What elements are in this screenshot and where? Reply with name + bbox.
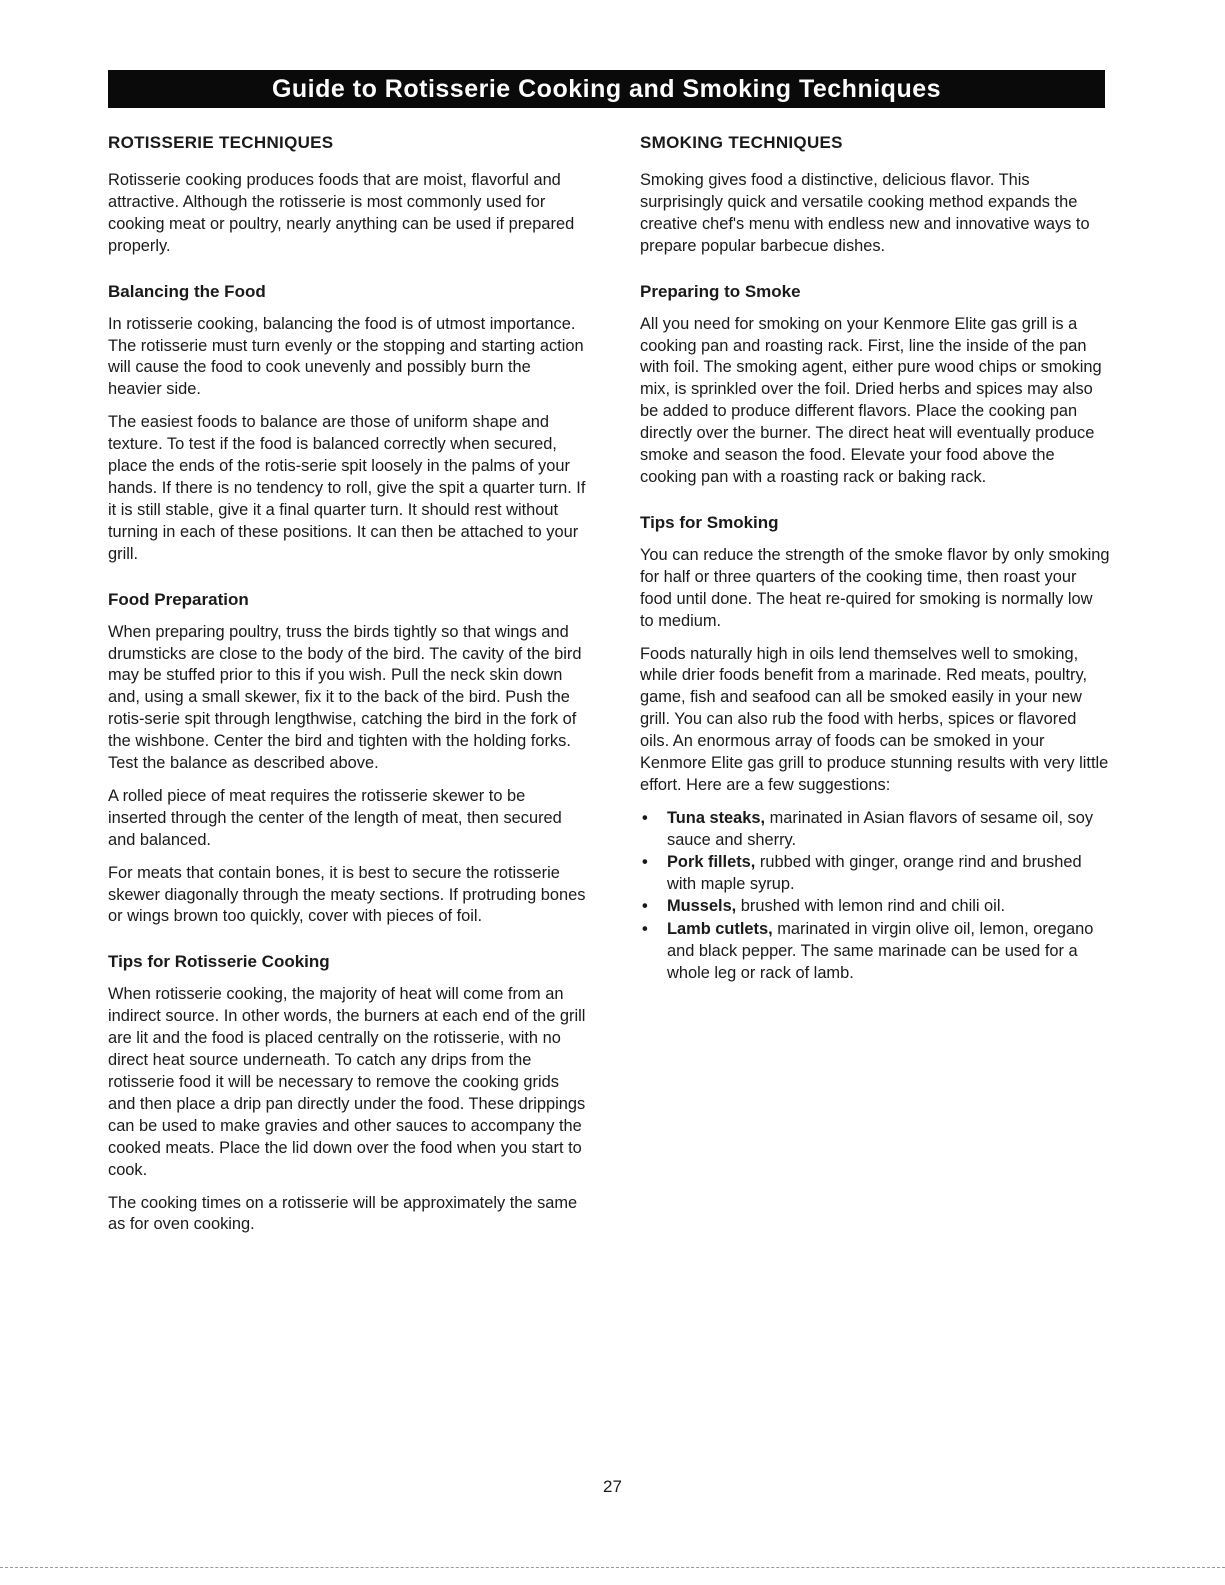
rotisserie-heading: ROTISSERIE TECHNIQUES [108,133,334,152]
smoking-tips-paragraph: You can reduce the strength of the smoke flavor by only smoking for half or three quarters of the cooking time, then roast your food until done. The heat re-quired for smoking is normally low to medium. [640,545,1110,630]
rotisserie-tips-paragraph: The cooking times on a rotisserie will be approximately the same as for oven cooking. [108,1193,578,1234]
smoking-column [640,132,1110,985]
bullet-icon: • [642,808,648,827]
balancing-paragraph: The easiest foods to balance are those of uniform shape and texture. To test if the food is balanced correctly when secured, place the ends of the rotis-serie spit loosely in the palms of your hands. If there is no tendency to roll, give the spit a quarter turn. If it is still stable, give it a final quarter turn. It should rest without turning in each of these positions. It can then be attached to your grill. [108,413,586,563]
suggestion-text: rubbed with ginger, orange rind and brushed with maple syrup. [667,853,1082,894]
suggestion-text: marinated in Asian flavors of sesame oil, soy sauce and sherry. [667,808,1094,849]
bullet-icon: • [642,897,648,916]
smoking-tips-heading: Tips for Smoking [640,512,779,532]
rotisserie-tips-heading: Tips for Rotisserie Cooking [108,952,330,972]
suggestion-text: brushed with lemon rind and chili oil. [736,897,1006,916]
list-item [640,852,1110,896]
preparing-smoke-heading: Preparing to Smoke [640,281,801,301]
food-prep-paragraph: For meats that contain bones, it is best to secure the rotisserie skewer diagonally through the meaty sections. If protruding bones or wings brown too quickly, cover with pieces of foil. [108,863,586,926]
balancing-heading: Balancing the Food [108,281,266,301]
suggestion-lead: Mussels, [667,897,737,916]
page-number: 27 [603,1477,622,1496]
rotisserie-column [108,132,586,1247]
smoking-intro: Smoking gives food a distinctive, delicious flavor. This surprisingly quick and versatile cooking method expands the creative chef's menu with endless new and innovative ways to prepare popular barbecue dishes. [640,171,1090,255]
balancing-paragraph: In rotisserie cooking, balancing the food is of utmost importance. The rotisserie must turn evenly or the stopping and starting action will cause the food to cook unevenly and possibly burn the heavier side. [108,314,584,399]
list-item [640,896,1110,918]
scan-edge-divider [0,1567,1225,1568]
suggestions-list [640,808,1110,985]
rotisserie-intro: Rotisserie cooking produces foods that are moist, flavorful and attractive. Although the rotisserie is most commonly used for cooking meat or poultry, nearly anything can be used if prepared properly. [108,171,575,255]
smoking-heading: SMOKING TECHNIQUES [640,133,843,152]
rotisserie-tips-paragraph: When rotisserie cooking, the majority of heat will come from an indirect source. In other words, the burners at each end of the grill are lit and the food is placed centrally on the rotisserie, with no direct heat source underneath. To catch any drips from the rotisserie food it will be necessary to remove the cooking grids and then place a drip pan directly under the food. These drippings can be used to make gravies and other sauces to accompany the cooked meats. Place the lid down over the food when you start to cook. [108,985,586,1179]
suggestion-lead: Lamb cutlets, [667,919,773,938]
suggestion-lead: Tuna steaks, [667,808,766,827]
suggestion-text: marinated in virgin olive oil, lemon, oregano and black pepper. The same marinade can be used for a whole leg or rack of lamb. [667,919,1094,982]
smoking-tips-paragraph: Foods naturally high in oils lend themselves well to smoking, while drier foods benefit from a marinade. Red meats, poultry, game, fish and seafood can all be smoked easily in your new grill. You can also rub the food with herbs, spices or flavored oils. An enormous array of foods can be smoked in your Kenmore Elite gas grill to produce stunning results with very little effort. Here are a few suggestions: [640,644,1109,794]
page-title: Guide to Rotisserie Cooking and Smoking Techniques [108,70,1105,108]
bullet-icon: • [642,919,648,938]
preparing-smoke-paragraph: All you need for smoking on your Kenmore Elite gas grill is a cooking pan and roasting rack. First, line the inside of the pan with foil. The smoking agent, either pure wood chips or smoking mix, is sprinkled over the foil. Dried herbs and spices may also be added to produce different flavors. Place the cooking pan directly over the burner. The direct heat will eventually produce smoke and season the food. Elevate your food above the cooking pan with a roasting rack or baking rack. [640,314,1102,486]
list-item [640,919,1110,985]
suggestion-lead: Pork fillets, [667,853,756,872]
food-prep-paragraph: When preparing poultry, truss the birds tightly so that wings and drumsticks are close to the body of the bird. The cavity of the bird may be stuffed prior to this if you wish. Pull the neck skin down and, using a small skewer, fix it to the back of the bird. Push the rotis-serie spit through lengthwise, catching the bird in the fork of the wishbone. Center the bird and tighten with the holding forks. Test the balance as described above. [108,622,582,773]
list-item [640,808,1110,852]
food-prep-paragraph: A rolled piece of meat requires the rotisserie skewer to be inserted through the center of the length of meat, then secured and balanced. [108,786,562,849]
bullet-icon: • [642,853,648,872]
food-prep-heading: Food Preparation [108,589,249,609]
